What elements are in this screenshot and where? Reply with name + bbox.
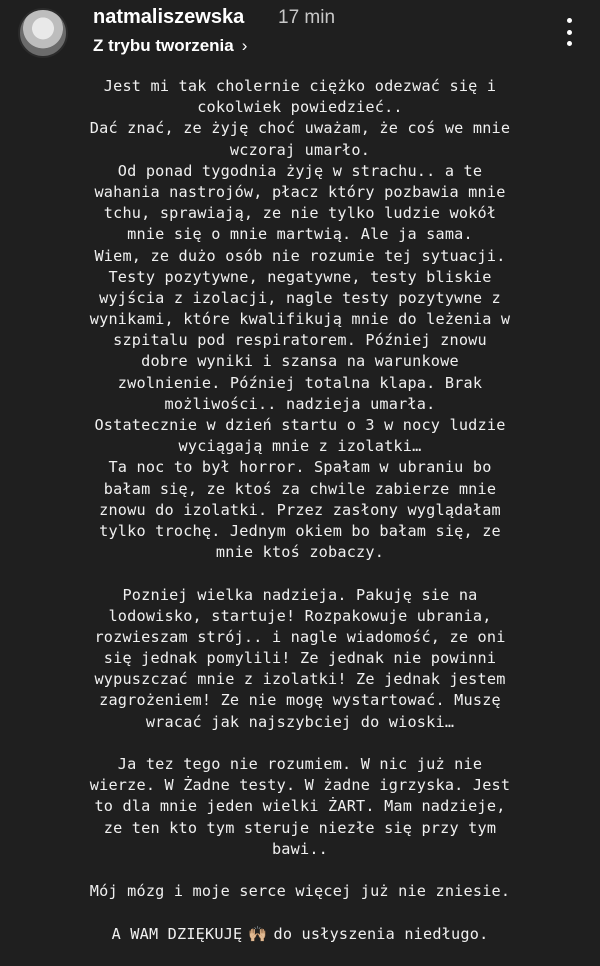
story-line: tylko trochę. Jednym okiem bo bałam się, ze xyxy=(99,521,501,540)
story-closing xyxy=(10,924,590,945)
story-line: wyciągają mnie z izolatki… xyxy=(178,437,422,456)
more-options-icon[interactable] xyxy=(564,18,574,46)
story-line: wynikami, które kwalifikują mnie do leżenia w xyxy=(89,310,511,329)
story-line: znowu do izolatki. Przez zasłony wyglądałam xyxy=(99,500,501,519)
story-line: Od ponad tygodnia żyję w strachu.. a te xyxy=(117,161,483,180)
story-line: szpitalu pod respiratorem. Później znowu xyxy=(113,331,487,350)
story-line: wczoraj umarło. xyxy=(229,140,371,159)
story-line: możliwości.. nadzieja umarła. xyxy=(164,394,436,413)
story-line: mnie ktoś zobaczy. xyxy=(215,543,385,562)
story-paragraph-4: Mój mózg i moje serce więcej już nie zniesie. xyxy=(89,882,511,901)
story-line: Ta noc to był horror. Spałam w ubraniu bo xyxy=(108,458,492,477)
story-paragraph-3 xyxy=(10,754,590,860)
story-line: Wiem, ze dużo osób nie rozumie tej sytuacji. xyxy=(94,246,506,265)
story-line: Ostatecznie w dzień startu o 3 w nocy ludzie xyxy=(94,416,506,434)
create-mode-link[interactable] xyxy=(93,36,247,56)
story-line: wierze. W Żadne testy. W żadne igrzyska. Jest xyxy=(89,776,511,795)
story-line: Jest mi tak cholernie ciężko odezwać się i xyxy=(103,77,497,95)
story-line: zagrożeniem! Ze nie mogę wystartować. Muszę xyxy=(99,691,501,710)
story-line: Pozniej wielka nadzieja. Pakuję sie na xyxy=(122,585,478,604)
story-line: to dla mnie jeden wielki ŻART. Mam nadzieje, xyxy=(94,797,506,816)
closing-text-end: do usłyszenia niedługo. xyxy=(273,924,489,943)
story-line: rozwieszam strój.. i nagle wiadomość, ze oni xyxy=(94,627,506,646)
story-line: tchu, sprawiają, ze nie tylko ludzie wokół xyxy=(103,204,497,223)
closing-text-start: A WAM DZIĘKUJĘ xyxy=(111,924,243,943)
create-mode-label: Z trybu tworzenia xyxy=(93,36,234,55)
chevron-right-icon: › xyxy=(241,36,248,55)
post-time: 17 min xyxy=(278,7,336,28)
story-paragraph-2 xyxy=(10,585,590,733)
story-line: bawi.. xyxy=(271,839,329,858)
story-line: wracać jak najszybciej do wioski… xyxy=(145,712,455,731)
story-line: wyjścia z izolacji, nagle testy pozytywne z xyxy=(99,288,501,307)
story-paragraph-1 xyxy=(10,76,590,563)
story-line: cokolwiek powiedzieć.. xyxy=(197,98,403,117)
story-line: wahania nastrojów, płacz który pozbawia mnie xyxy=(94,182,506,201)
story-text xyxy=(10,76,590,945)
story-line: mnie się o mnie martwią. Ale ja sama. xyxy=(127,225,473,244)
story-line: Ja tez tego nie rozumiem. W nic już nie xyxy=(117,755,483,773)
story-line: zwolnienie. Później totalna klapa. Brak xyxy=(117,373,483,392)
story-line: lodowisko, startuje! Rozpakowuje ubrania, xyxy=(108,606,492,625)
story-header xyxy=(0,0,600,70)
story-line: dobre wyniki i szansa na warunkowe xyxy=(141,352,459,371)
story-line: Dać znać, ze żyję choć uważam, że coś we mnie xyxy=(89,119,511,138)
avatar[interactable] xyxy=(18,8,68,58)
story-line: Testy pozytywne, negatywne, testy bliskie xyxy=(108,267,492,286)
username[interactable]: natmaliszewska xyxy=(93,6,245,28)
story-line: ze ten kto tym steruje niezłe się przy tym xyxy=(103,818,497,837)
story-line: bałam się, ze ktoś za chwile zabierze mnie xyxy=(103,479,497,498)
story-line: wypuszczać mnie z izolatki! Ze jednak jestem xyxy=(94,670,506,689)
raised-hands-icon: 🙌🏼 xyxy=(248,924,268,943)
story-line: się jednak pomylili! Ze jednak nie powinni xyxy=(103,649,497,668)
